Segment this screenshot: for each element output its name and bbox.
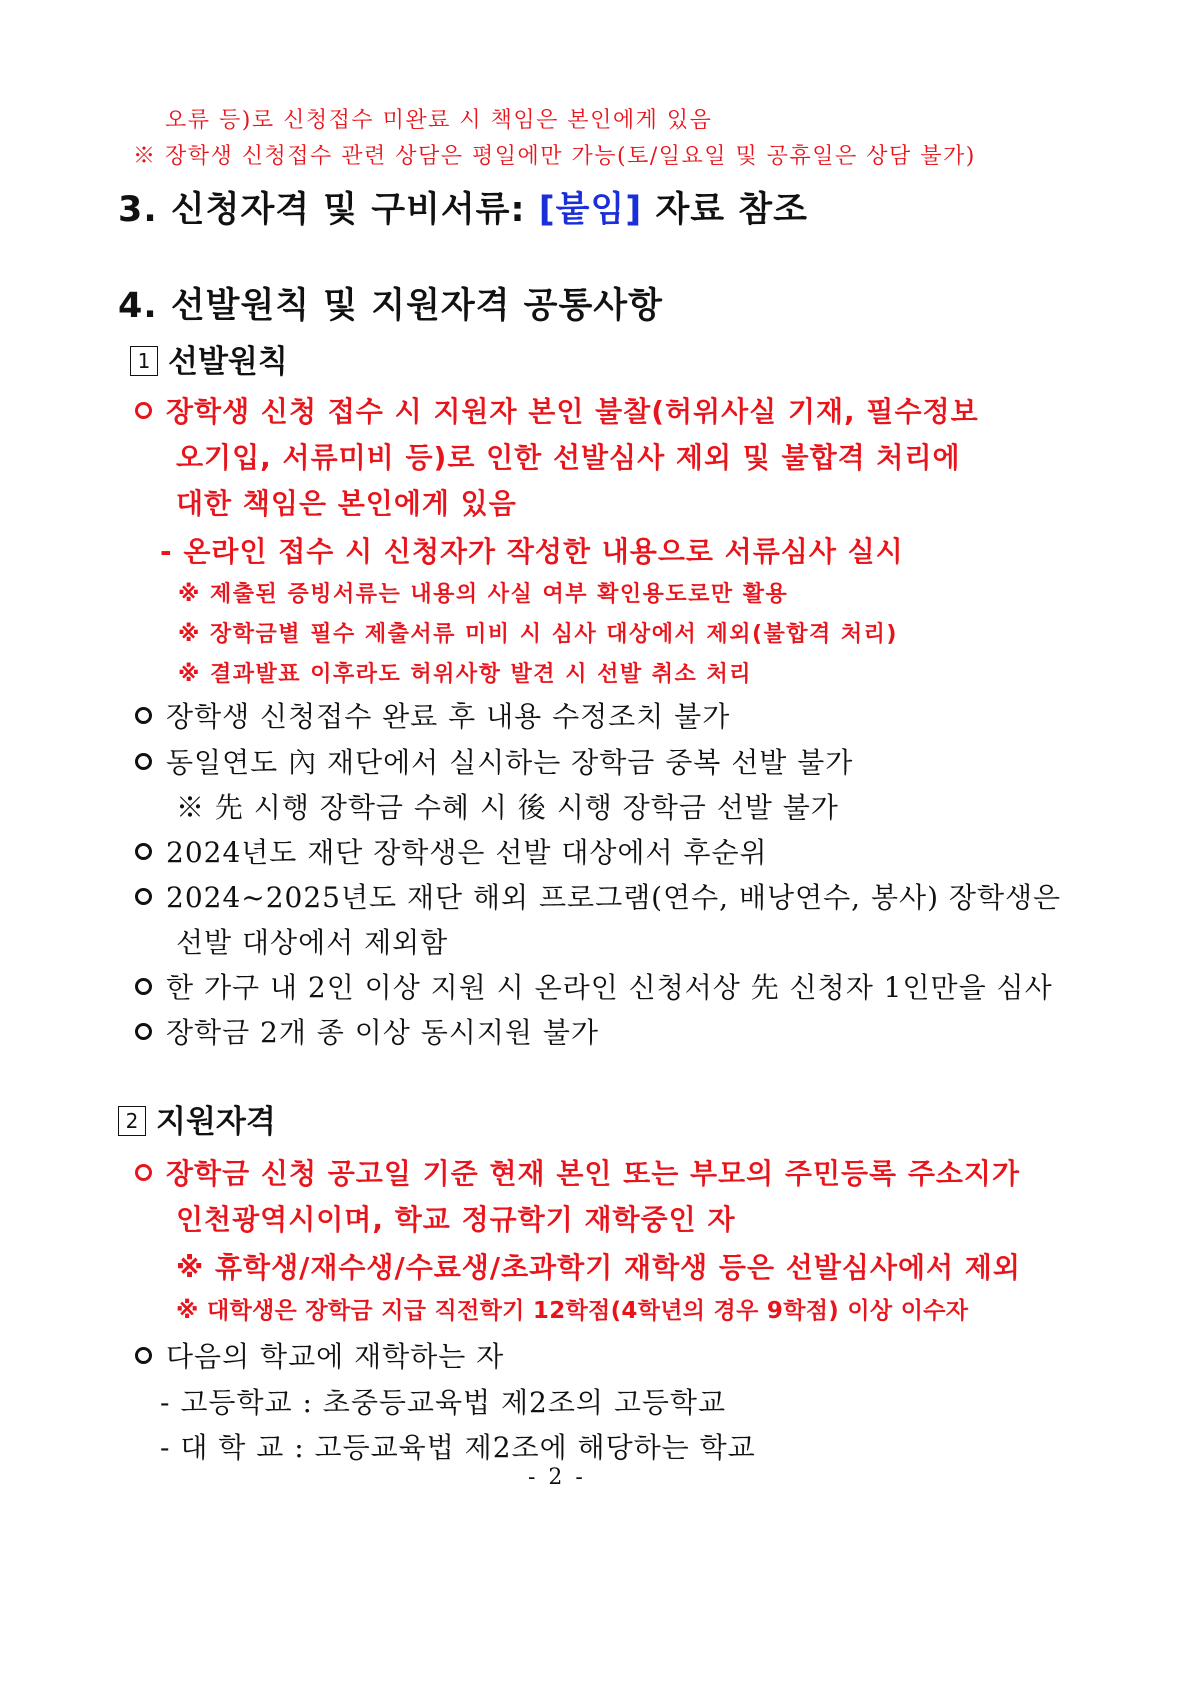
principle-note-1: ※ 제출된 증빙서류는 내용의 사실 여부 확인용도로만 활용 [178, 582, 789, 607]
eligibility-item-1 [135, 1152, 1020, 1192]
circle-bullet-icon [135, 888, 152, 905]
principle-item-1-line-1: 장학생 신청 접수 시 지원자 본인 불찰(허위사실 기재, 필수정보 [166, 395, 979, 428]
section-3-title: 3. 신청자격 및 구비서류: [118, 190, 539, 230]
principle-item-3-text: 동일연도 內 재단에서 실시하는 장학금 중복 선발 불가 [166, 746, 854, 779]
circle-bullet-icon [135, 978, 152, 995]
principle-item-5-line-1: 2024~2025년도 재단 해외 프로그램(연수, 배낭연수, 봉사) 장학생은 [166, 881, 1062, 914]
principle-item-2-text: 장학생 신청접수 완료 후 내용 수정조치 불가 [166, 700, 731, 733]
principle-item-4 [135, 831, 768, 871]
principle-item-6-text: 한 가구 내 2인 이상 지원 시 온라인 신청서상 先 신청자 1인만을 심사 [166, 971, 1053, 1004]
principle-item-3-note: ※ 先 시행 장학금 수혜 시 後 시행 장학금 선발 불가 [176, 791, 839, 824]
principle-note-3: ※ 결과발표 이후라도 허위사항 발견 시 선발 취소 처리 [178, 662, 752, 687]
eligibility-note-2: ※ 대학생은 장학금 지급 직전학기 12학점(4학년의 경우 9학점) 이상 이수자 [176, 1298, 969, 1324]
principle-item-2 [135, 695, 730, 735]
circle-bullet-icon [135, 1347, 152, 1364]
eligibility-item-2 [135, 1335, 504, 1375]
attachment-link[interactable]: [붙임] [538, 190, 643, 230]
subsection-eligibility [118, 1096, 276, 1141]
circle-bullet-icon [135, 1164, 152, 1181]
eligibility-item-2-text: 다음의 학교에 재학하는 자 [166, 1340, 505, 1373]
intro-line-1: 오류 등)로 신청접수 미완료 시 책임은 본인에게 있음 [165, 108, 713, 133]
principle-item-1 [135, 390, 979, 430]
principle-dash-online: - 온라인 접수 시 신청자가 작성한 내용으로 서류심사 실시 [160, 535, 904, 568]
circle-bullet-icon [135, 753, 152, 770]
principle-item-7-text: 장학금 2개 종 이상 동시지원 불가 [166, 1016, 599, 1049]
eligibility-highschool: - 고등학교 : 초중등교육법 제2조의 고등학교 [160, 1386, 727, 1419]
principle-item-3 [135, 741, 853, 781]
circle-bullet-icon [135, 843, 152, 860]
subsection-number-box: 2 [118, 1106, 146, 1136]
subsection-selection-principles [130, 336, 288, 381]
principle-item-7 [135, 1011, 599, 1051]
intro-note-consultation: ※ 장학생 신청접수 관련 상담은 평일에만 가능(토/일요일 및 공휴일은 상담 불가) [133, 144, 976, 169]
principle-item-6 [135, 966, 1053, 1006]
eligibility-item-1-line-1: 장학금 신청 공고일 기준 현재 본인 또는 부모의 주민등록 주소지가 [166, 1157, 1021, 1190]
subsection-title: 선발원칙 [168, 344, 288, 380]
eligibility-item-1-line-2: 인천광역시이며, 학교 정규학기 재학중인 자 [176, 1203, 736, 1236]
principle-item-4-text: 2024년도 재단 장학생은 선발 대상에서 후순위 [166, 836, 768, 869]
subsection-number-box: 1 [130, 346, 158, 376]
principle-item-1-line-2: 오기입, 서류미비 등)로 인한 선발심사 제외 및 불합격 처리에 [176, 441, 961, 474]
circle-bullet-icon [135, 707, 152, 724]
circle-bullet-icon [135, 402, 152, 419]
subsection-title: 지원자격 [156, 1104, 276, 1140]
principle-note-2: ※ 장학금별 필수 제출서류 미비 시 심사 대상에서 제외(불합격 처리) [178, 622, 898, 647]
circle-bullet-icon [135, 1023, 152, 1040]
eligibility-university: - 대 학 교 : 고등교육법 제2조에 해당하는 학교 [160, 1431, 756, 1464]
principle-item-5-line-2: 선발 대상에서 제외함 [176, 926, 449, 959]
page-number: - 2 - [528, 1465, 586, 1490]
section-3-heading [118, 182, 808, 232]
principle-item-5 [135, 876, 1061, 916]
eligibility-note-1: ※ 휴학생/재수생/수료생/초과학기 재학생 등은 선발심사에서 제외 [176, 1251, 1021, 1284]
section-4-heading: 4. 선발원칙 및 지원자격 공통사항 [118, 286, 663, 326]
section-3-suffix: 자료 참조 [642, 190, 808, 230]
principle-item-1-line-3: 대한 책임은 본인에게 있음 [176, 487, 517, 520]
